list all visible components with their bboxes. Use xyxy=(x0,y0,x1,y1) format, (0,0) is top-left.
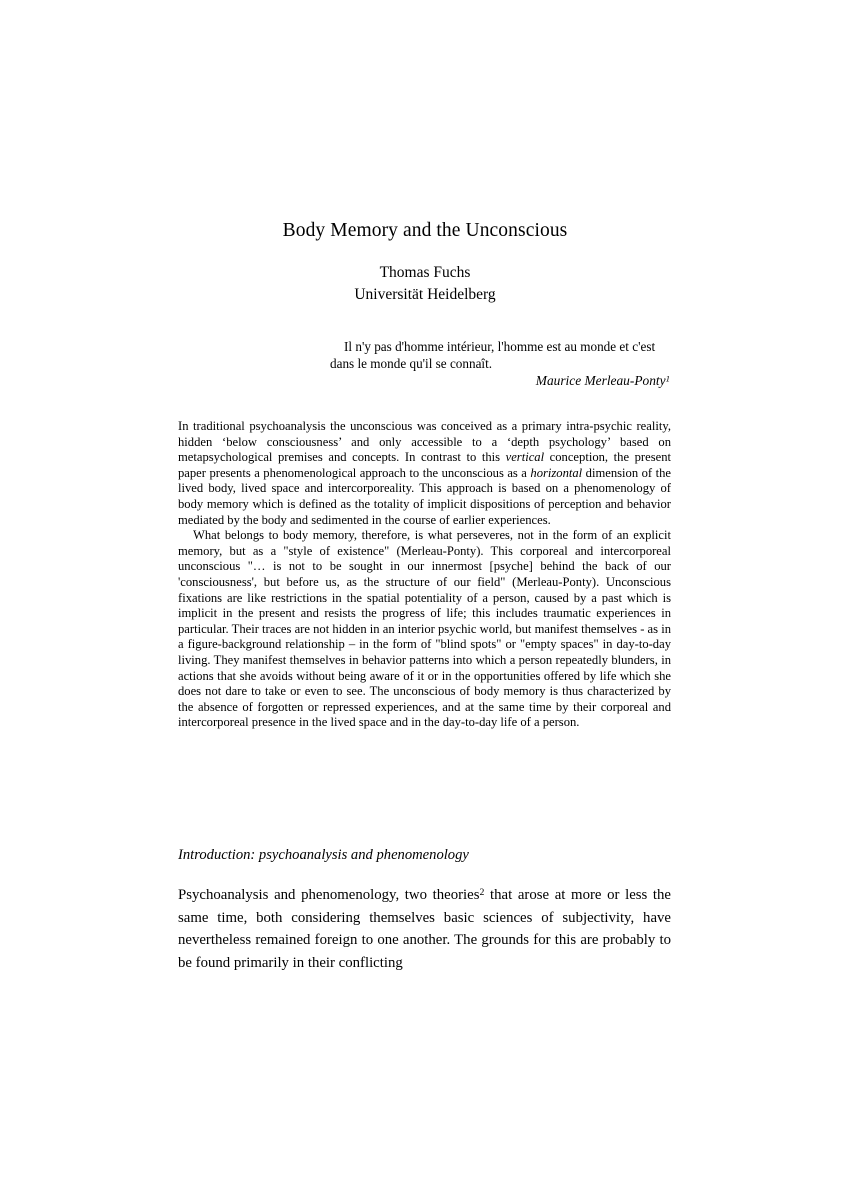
epigraph-quote-line-2: et c'est dans le monde qu'il se connaît. xyxy=(330,339,656,371)
section-body xyxy=(178,884,671,974)
body-paragraph-1 xyxy=(178,884,671,974)
abstract-paragraph-1 xyxy=(178,419,671,528)
epigraph-attribution xyxy=(330,372,670,389)
section-heading: Introduction: psychoanalysis and phenomenology xyxy=(178,847,469,863)
abstract-p1-emphasis-1: vertical xyxy=(505,450,545,465)
abstract-section xyxy=(178,419,671,731)
footnote-marker-1: 1 xyxy=(665,373,670,384)
author-name: Thomas Fuchs xyxy=(379,264,471,281)
abstract-p1-text-2: conception, the present paper presents a phenomenological approach to the unconscious as a xyxy=(178,450,671,480)
title-block xyxy=(0,218,850,244)
abstract-p1-text-1: In traditional psychoanalysis the unconscious was conceived as a primary intra-psychic reality, hidden ‘below consciousness’ and only accessible to a ‘depth psychology’ based on metapsychological premises and concepts. In contrast to this xyxy=(178,419,671,465)
author-block xyxy=(0,262,850,305)
epigraph-attribution-name: Maurice Merleau-Ponty xyxy=(535,373,666,388)
abstract-p1-emphasis-2: horizontal xyxy=(530,465,583,480)
epigraph-quote-line-1: Il n'y pas d'homme intérieur, l'homme est au monde xyxy=(344,339,617,354)
abstract-p1-text-3: dimension of the lived body, lived space and intercorporeality. This approach is based on a phenomenology of body memory which is defined as the totality of implicit dispositions of perception and behavior mediated by the body and sedimented in the course of earlier experiences. xyxy=(178,465,671,527)
page-title: Body Memory and the Unconscious xyxy=(282,220,568,241)
author-affiliation: Universität Heidelberg xyxy=(354,285,496,303)
abstract-paragraph-2: What belongs to body memory, therefore, is what perseveres, not in the form of an explicit memory, but as a "style of existence" (Merleau-Ponty). This corporeal and intercorporeal unconscious "… is not to be sought in our innermost [psyche] behind the back of our 'consciousness', but before us, as the structure of our field" (Merleau-Ponty). Unconscious fixations are like restrictions in the spatial potentiality of a person, caused by a past which is implicit in the present and resists the progress of life; this includes traumatic experiences in particular. Their traces are not hidden in an interior psychic world, but manifest themselves - as in a figure-background relationship – in the form of "blind spots" or "empty spaces" in day-to-day living. They manifest themselves in behavior patterns into which a person repeatedly blunders, in actions that she avoids without being aware of it or in the opportunities offered by life which she does not dare to take or even to see. The unconscious of body memory is thus characterized by the absence of forgotten or repressed experiences, and at the same time by their corporeal and intercorporeal presence in the lived space and in the day-to-day life of a person. xyxy=(178,528,671,730)
epigraph-block xyxy=(330,338,670,389)
body-text-part-2: that arose at more or less the same time, both considering themselves basic sciences of subjectivity, have nevertheless remained foreign to one another. The grounds for this are probably to be found primarily in their conflicting xyxy=(178,887,671,971)
body-text-part-1: Psychoanalysis and phenomenology, two theories xyxy=(178,887,480,903)
footnote-marker-2: 2 xyxy=(479,886,485,898)
epigraph-quote xyxy=(330,338,670,372)
